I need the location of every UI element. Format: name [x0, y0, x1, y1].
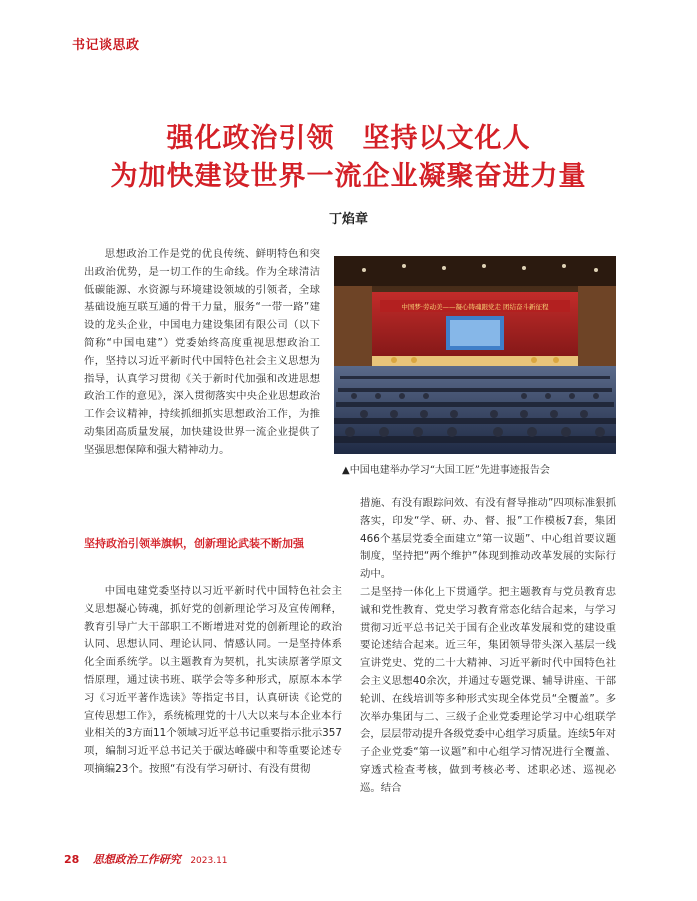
photo-caption: ▲中国电建举办学习“大国工匠”先进事迹报告会 — [342, 465, 550, 476]
article-title-line-1: 强化政治引领 坚持以文化人 — [166, 123, 531, 154]
page-footer — [64, 851, 228, 867]
body-paragraph: 中国电建党委坚持以习近平新时代中国特色社会主义思想凝心铸魂，抓好党的创新理论学习及宣传阐释，教育引导广大干部职工不断增进对党的创新理论的政治认同、思想认同、理论认同、情感认同。一是坚持体系化全面系统学。以主题教育为契机，扎实读原著学原文悟原理，通过读书班、联学会等多种形式，原原本本学习《习近平著作选读》等指定书目，认真研读《论党的宣传思想工作》，系统梳理党的十八大以来与本企业本行业相关的3方面11个领域习近平总书记重要指示批示357项，编制习近平总书记关于碳达峰碳中和等重要论述专项摘编23个。按照“有没有学习研讨、有没有贯彻 — [84, 585, 342, 775]
body-left-column — [84, 583, 342, 779]
body-right-column — [360, 495, 616, 798]
issue-date: 2023.11 — [190, 856, 228, 866]
section-subheading: 坚持政治引领举旗帜，创新理论武装不断加强 — [84, 537, 304, 550]
magazine-name: 思想政治工作研究 — [92, 853, 181, 866]
auditorium-illustration — [334, 256, 616, 454]
stage-banner-text: 中国梦·劳动美——凝心铸魂跟党走 团结奋斗新征程 — [401, 303, 549, 311]
body-paragraph: 二是坚持一体化上下贯通学。把主题教育与党员教育忠诚和党性教育、党史学习教育常态化结合起来，与学习贯彻习近平总书记关于国有企业改革发展和党的建设重要论述结合起来。近三年，集团领导带头深入基层一线宣讲党史、党的二十大精神、习近平新时代中国特色社会主义思想40余次，并通过专题党课、辅导讲座、干部轮训、在线培训等多种形式实现全体党员“全覆盖”。多次举办集团与二、三级子企业党委理论学习中心组联学会，层层带动提升各级党委中心组学习质量。连续5年对子企业党委“第一议题”和中心组学习情况进行全覆盖、穿透式检查考核，做到考核必考、述职必述、巡视必巡。结合 — [360, 585, 616, 794]
section-label: 书记谈思政 — [72, 38, 140, 53]
author: 丁焰章 — [328, 212, 368, 227]
event-photo — [334, 256, 616, 454]
article-title-line-2: 为加快建设世界一流企业凝聚奋进力量 — [110, 161, 587, 192]
body-paragraph-continued: 措施、有没有跟踪问效、有没有督导推动”四项标准狠抓落实，印发“学、研、办、督、报”工作模板7套，集团466个基层党委全面建立“第一议题”、中心组首要议题制度，坚持把“两个维护”体现到推动改革发展的实际行动中。 — [360, 497, 616, 581]
lead-paragraph: 思想政治工作是党的优良传统、鲜明特色和突出政治优势，是一切工作的生命线。作为全球清洁低碳能源、水资源与环境建设领域的引领者，全球基础设施互联互通的骨干力量，服务“一带一路”建设的龙头企业，中国电力建设集团有限公司（以下简称“中国电建”）党委始终高度重视思想政治工作，坚持以习近平新时代中国特色社会主义思想为指导，认真学习贯彻《关于新时代加强和改进思想政治工作的意见》，深入贯彻落实中央企业思想政治工作会议精神，持续抓细抓实思想政治工作，为推动集团高质量发展，加快建设世界一流企业提供了坚强思想保障和强大精神动力。 — [84, 248, 320, 456]
page-number: 28 — [64, 853, 80, 866]
lead-column — [84, 246, 320, 460]
